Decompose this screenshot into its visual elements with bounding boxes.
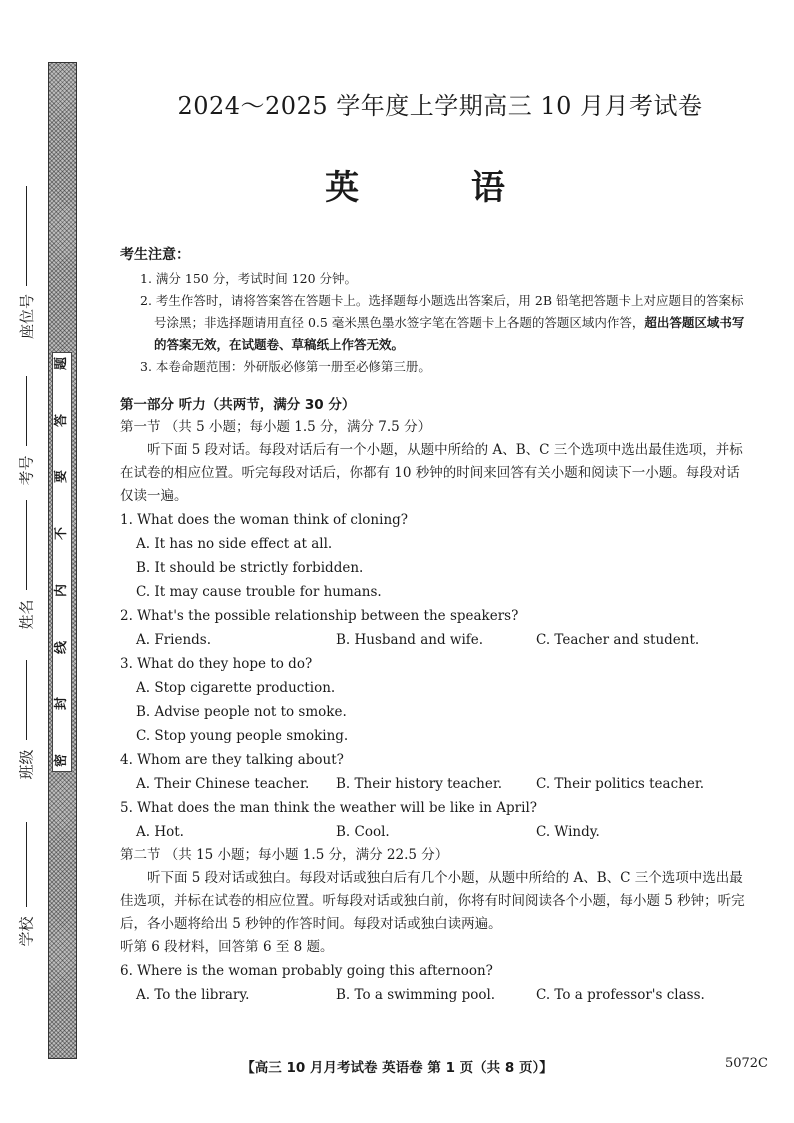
answer-option[interactable]: A. Stop cigarette production. xyxy=(136,680,336,696)
section-heading: 第一节 （共 5 小题；每小题 1.5 分，满分 7.5 分） xyxy=(120,419,432,435)
seal-char: 内 xyxy=(54,583,70,597)
school-field[interactable] xyxy=(14,822,38,947)
answer-option[interactable]: A. Hot. xyxy=(136,824,184,840)
answer-option[interactable]: C. Their politics teacher. xyxy=(536,776,705,792)
options-row xyxy=(120,772,745,796)
answer-option[interactable]: C. To a professor's class. xyxy=(536,987,705,1003)
notice-item xyxy=(120,290,745,356)
options-row xyxy=(120,628,745,652)
seal-char: 线 xyxy=(54,640,70,654)
notice-item: 1. 满分 150 分，考试时间 120 分钟。 xyxy=(140,271,358,286)
section-instruction: 听下面 5 段对话或独白。每段对话或独白后有几个小题，从题中所给的 A、B、C 三个选项中选出最佳选项，并标在试卷的相应位置。听每段对话或独白前，你将有时间阅读各个小题，每小题 5 秒钟；听完后，各小题将给出 5 秒钟的作答时间。每段对话或独白读两遍。 xyxy=(120,870,745,932)
name-field[interactable] xyxy=(14,500,38,630)
options-row xyxy=(120,983,745,1007)
section-instruction: 听下面 5 段对话。每段对话后有一个小题，从题中所给的 A、B、C 三个选项中选出最佳选项，并标在试卷的相应位置。听完每段对话后，你都有 10 秒钟的时间来回答有关小题和阅读下一小题。每段对话仅读一遍。 xyxy=(120,442,743,504)
notice-heading: 考生注意： xyxy=(120,247,190,263)
question-stem: 4. Whom are they talking about? xyxy=(120,752,344,768)
notice-item-text: 2. 考生作答时，请将答案答在答题卡上。选择题每小题选出答案后，用 2B 铅笔把答题卡上对应题目的答案标号涂黑；非选择题请用直径 0.5 毫米黑色墨水签字笔在答题卡上各题的答题区域内作答， xyxy=(140,293,744,330)
answer-option[interactable]: C. It may cause trouble for humans. xyxy=(136,584,382,600)
seal-char: 题 xyxy=(54,356,70,371)
name-line xyxy=(26,500,27,590)
seal-line-box xyxy=(52,352,72,772)
answer-option[interactable]: C. Stop young people smoking. xyxy=(136,728,349,744)
class-label: 班级 xyxy=(17,749,36,780)
name-label: 姓名 xyxy=(17,599,36,630)
page-footer: 【高三 10 月月考试卷 英语卷 第 1 页（共 8 页）】 xyxy=(241,1060,553,1076)
answer-option[interactable]: B. It should be strictly forbidden. xyxy=(136,560,364,576)
notice-item: 3. 本卷命题范围：外研版必修第一册至必修第三册。 xyxy=(140,359,431,374)
school-line xyxy=(26,822,27,907)
answer-option[interactable]: B. Cool. xyxy=(336,824,390,840)
seat-label: 座位号 xyxy=(17,293,36,340)
answer-option[interactable]: B. To a swimming pool. xyxy=(336,987,496,1003)
paper-content xyxy=(120,244,745,1007)
answer-option[interactable]: A. It has no side effect at all. xyxy=(136,536,333,552)
school-label: 学校 xyxy=(17,916,36,947)
question-stem: 5. What does the man think the weather will be like in April? xyxy=(120,800,538,816)
question-stem: 1. What does the woman think of cloning? xyxy=(120,512,409,528)
answer-option[interactable]: A. Their Chinese teacher. xyxy=(136,776,310,792)
section-heading: 第二节 （共 15 小题；每小题 1.5 分，满分 22.5 分） xyxy=(120,847,449,863)
material-note: 听第 6 段材料，回答第 6 至 8 题。 xyxy=(120,939,334,955)
answer-option[interactable]: B. Their history teacher. xyxy=(336,776,503,792)
answer-option[interactable]: B. Advise people not to smoke. xyxy=(136,704,347,720)
answer-option[interactable]: A. Friends. xyxy=(136,632,212,648)
seal-char: 不 xyxy=(54,527,70,541)
class-field[interactable] xyxy=(14,660,38,780)
subject-title: 英 语 xyxy=(325,168,555,208)
answer-option[interactable]: A. To the library. xyxy=(136,987,250,1003)
options-row xyxy=(120,820,745,844)
part-heading: 第一部分 听力（共两节，满分 30 分） xyxy=(120,397,356,413)
question-stem: 3. What do they hope to do? xyxy=(120,656,313,672)
exam-title: 2024～2025 学年度上学期高三 10 月月考试卷 xyxy=(177,92,703,120)
seal-char: 要 xyxy=(54,470,70,484)
answer-option[interactable]: C. Windy. xyxy=(536,824,600,840)
seal-char: 密 xyxy=(54,753,70,767)
class-line xyxy=(26,660,27,740)
seat-field[interactable] xyxy=(14,186,38,340)
answer-option[interactable]: C. Teacher and student. xyxy=(536,632,700,648)
seal-char: 答 xyxy=(54,413,70,427)
seat-line xyxy=(26,186,27,286)
question-stem: 6. Where is the woman probably going this afternoon? xyxy=(120,963,493,979)
seal-char: 封 xyxy=(54,697,70,711)
exam-no-label: 考号 xyxy=(17,455,36,486)
question-stem: 2. What's the possible relationship between the speakers? xyxy=(120,608,519,624)
exam-no-line xyxy=(26,376,27,446)
answer-option[interactable]: B. Husband and wife. xyxy=(336,632,484,648)
paper-code: 5072C xyxy=(724,1056,768,1071)
notice-item-emphasis: 超出答题区域书写的答案无效，在试题卷、草稿纸上作答无效。 xyxy=(154,315,745,352)
exam-no-field[interactable] xyxy=(14,376,38,486)
